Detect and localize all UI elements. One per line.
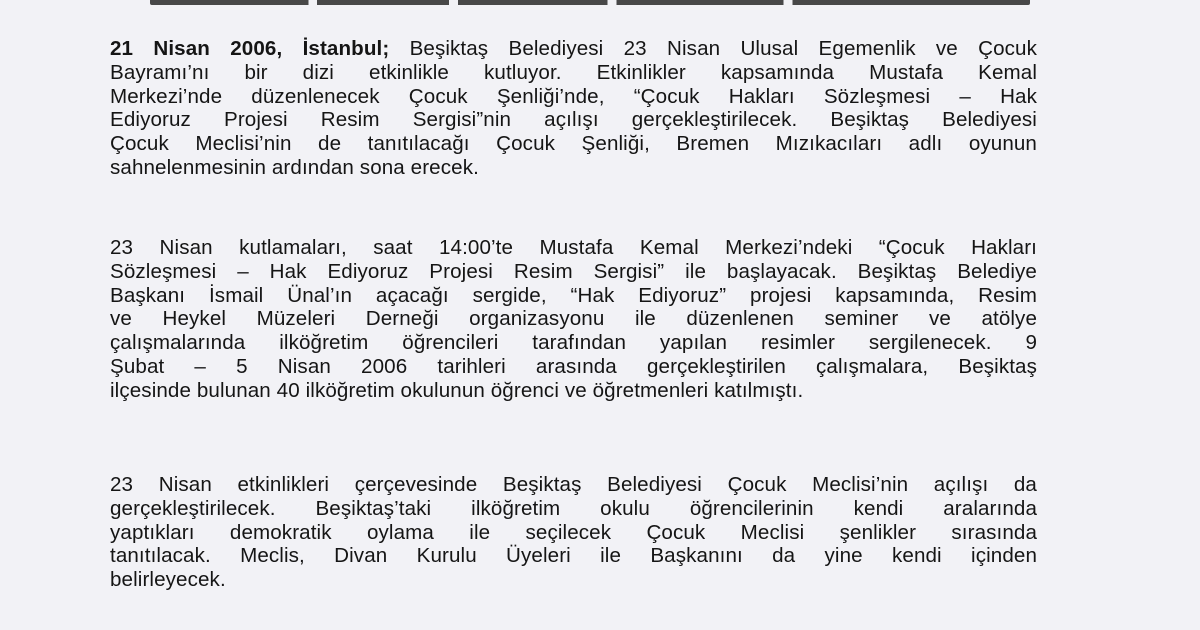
paragraph-3 bbox=[110, 473, 1037, 592]
paragraph-line: Merkezi’nde düzenlenecek Çocuk Şenliği’nde, “Çocuk Hakları Sözleşmesi – Hak bbox=[110, 84, 1037, 108]
paragraph-line: Ediyoruz Projesi Resim Sergisi”nin açılışı gerçekleştirilecek. Beşiktaş Belediyesi bbox=[110, 108, 1037, 132]
paragraph-line: 23 Nisan kutlamaları, saat 14:00’te Mustafa Kemal Merkezi’ndeki “Çocuk Hakları bbox=[110, 236, 1037, 259]
paragraph-line: sahnelenmesinin ardından sona erecek. bbox=[110, 155, 479, 179]
paragraph-line: çalışmalarında ilköğretim öğrencileri tarafından yapılan resimler sergilenecek. 9 bbox=[110, 331, 1037, 355]
paragraph-line: ilçesinde bulunan 40 ilköğretim okulunun öğrenci ve öğretmenleri katılmıştı. bbox=[110, 378, 804, 402]
paragraph-line: Sözleşmesi – Hak Ediyoruz Projesi Resim Sergisi” ile başlayacak. Beşiktaş Belediye bbox=[110, 259, 1037, 283]
date-location-lead: 21 Nisan 2006, İstanbul; bbox=[110, 37, 390, 60]
paragraph-line bbox=[110, 37, 1037, 61]
paragraph-line: Şubat – 5 Nisan 2006 tarihleri arasında gerçekleştirilen çalışmalara, Beşiktaş bbox=[110, 354, 1037, 378]
paragraph-line: yaptıkları demokratik oylama ile seçilecek Çocuk Meclisi şenlikler sırasında bbox=[110, 520, 1037, 544]
paragraph-line: 23 Nisan etkinlikleri çerçevesinde Beşiktaş Belediyesi Çocuk Meclisi’nin açılışı da bbox=[110, 473, 1037, 496]
paragraph-line: gerçekleştirilecek. Beşiktaş’taki ilköğretim okulu öğrencilerinin kendi aralarında bbox=[110, 496, 1037, 520]
paragraph-1 bbox=[110, 37, 1037, 180]
paragraph-line: tanıtılacak. Meclis, Divan Kurulu Üyeleri ile Başkanını da yine kendi içinden bbox=[110, 544, 1037, 568]
paragraph-line: belirleyecek. bbox=[110, 568, 226, 592]
paragraph-line: Çocuk Meclisi’nin de tanıtılacağı Çocuk Şenliği, Bremen Mızıkacıları adlı oyunun bbox=[110, 132, 1037, 156]
paragraph-line: Başkanı İsmail Ünal’ın açacağı sergide, “Hak Ediyoruz” projesi kapsamında, Resim bbox=[110, 283, 1037, 307]
cropped-text-fragment bbox=[150, 0, 1030, 5]
paragraph-line: ve Heykel Müzeleri Derneği organizasyonu ile düzenlenen seminer ve atölye bbox=[110, 307, 1037, 331]
cropped-text-line bbox=[150, 0, 1030, 8]
paragraph-2 bbox=[110, 236, 1037, 403]
paragraph-line: Bayramı’nı bir dizi etkinlikle kutluyor. Etkinlikler kapsamında Mustafa Kemal bbox=[110, 60, 1037, 84]
line-text: Beşiktaş Belediyesi 23 Nisan Ulusal Egemenlik ve Çocuk bbox=[389, 37, 1038, 60]
